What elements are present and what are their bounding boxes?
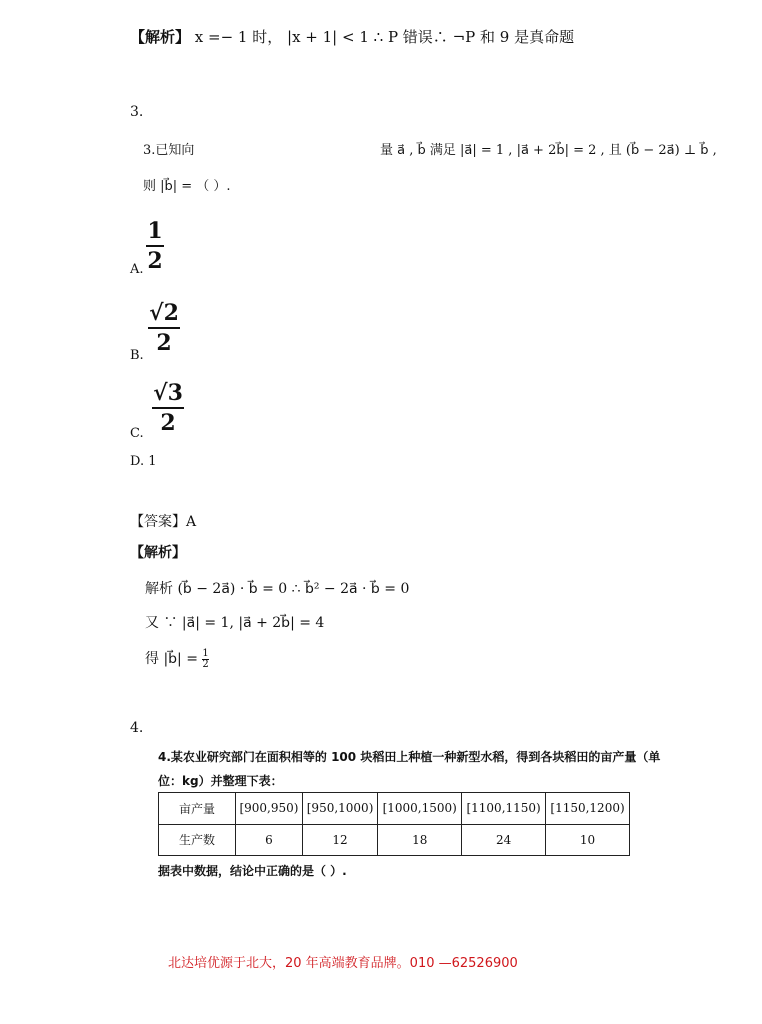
solution-line-1: 解析 (b⃗ − 2a⃗) · b⃗ = 0 ∴ b⃗² − 2a⃗ · b⃗ = 0 <box>145 581 410 597</box>
question-4-number: 4. <box>130 720 144 736</box>
option-b-numerator: √2 <box>149 300 179 326</box>
count-cell: 6 <box>236 824 303 856</box>
analysis-text: x =− 1 时， |x + 1| < 1 ∴ P 错误∴ ¬P 和 9 是真命题 <box>194 28 575 46</box>
footer-slogan: 北达培优源于北大，20 年高端教育品牌。010 —62526900 <box>168 956 518 971</box>
solution-line-3 <box>145 648 209 670</box>
question-3-stem-line2: 则 |b⃗| = （ ）. <box>143 179 231 194</box>
option-b-denominator: 2 <box>156 330 172 356</box>
table-row <box>159 824 630 856</box>
solution-fraction <box>202 649 208 670</box>
question-3-stem-left: 3.已知向 <box>143 143 195 158</box>
question-4-stem-line2: 位：kg）并整理下表： <box>158 774 283 788</box>
interval-cell: [1100,1150) <box>462 793 546 825</box>
option-c-label: C. <box>130 426 144 441</box>
question-3-stem-right: 量 a⃗ , b⃗ 满足 |a⃗| = 1 , |a⃗ + 2b⃗| = 2 , 且 (b⃗ − 2a⃗) ⊥ b⃗ , <box>380 143 717 158</box>
solution-fraction-denominator: 2 <box>202 658 209 670</box>
option-a-label: A. <box>130 262 144 277</box>
option-a-denominator: 2 <box>147 248 163 274</box>
row-header-count: 生产数 <box>159 824 236 856</box>
top-analysis-line <box>130 26 574 47</box>
row-header-yield: 亩产量 <box>159 793 236 825</box>
question-4-stem-after: 据表中数据，结论中正确的是（ ）. <box>158 864 347 878</box>
interval-cell: [900,950) <box>236 793 303 825</box>
count-cell: 12 <box>302 824 377 856</box>
count-cell: 10 <box>546 824 630 856</box>
answer-line: 【答案】A <box>130 514 197 530</box>
option-b-fraction <box>148 300 180 356</box>
question-3-number: 3. <box>130 104 144 120</box>
count-cell: 24 <box>462 824 546 856</box>
solution-line-3-text: 得 |b⃗| = <box>145 651 198 667</box>
interval-cell: [1150,1200) <box>546 793 630 825</box>
option-d-label: D. <box>130 454 145 469</box>
analysis-heading: 【解析】 <box>130 545 186 561</box>
solution-line-2: 又 ∵ |a⃗| = 1, |a⃗ + 2b⃗| = 4 <box>145 615 325 631</box>
yield-table <box>158 792 630 856</box>
option-c-numerator: √3 <box>153 380 183 406</box>
option-a-numerator: 1 <box>147 218 163 244</box>
analysis-tag: 【解析】 <box>130 28 191 46</box>
option-d-text: 1 <box>148 454 157 469</box>
interval-cell: [950,1000) <box>302 793 377 825</box>
table-row <box>159 793 630 825</box>
count-cell: 18 <box>378 824 462 856</box>
option-c-fraction <box>152 380 184 436</box>
interval-cell: [1000,1500) <box>378 793 462 825</box>
option-a-fraction <box>146 218 164 274</box>
option-d <box>130 454 157 469</box>
solution-fraction-numerator: 1 <box>202 647 209 659</box>
option-c-denominator: 2 <box>160 410 176 436</box>
question-4-stem-line1: 4.某农业研究部门在面积相等的 100 块稻田上种植一种新型水稻，得到各块稻田的亩产量（单 <box>158 750 661 764</box>
option-b-label: B. <box>130 348 144 363</box>
